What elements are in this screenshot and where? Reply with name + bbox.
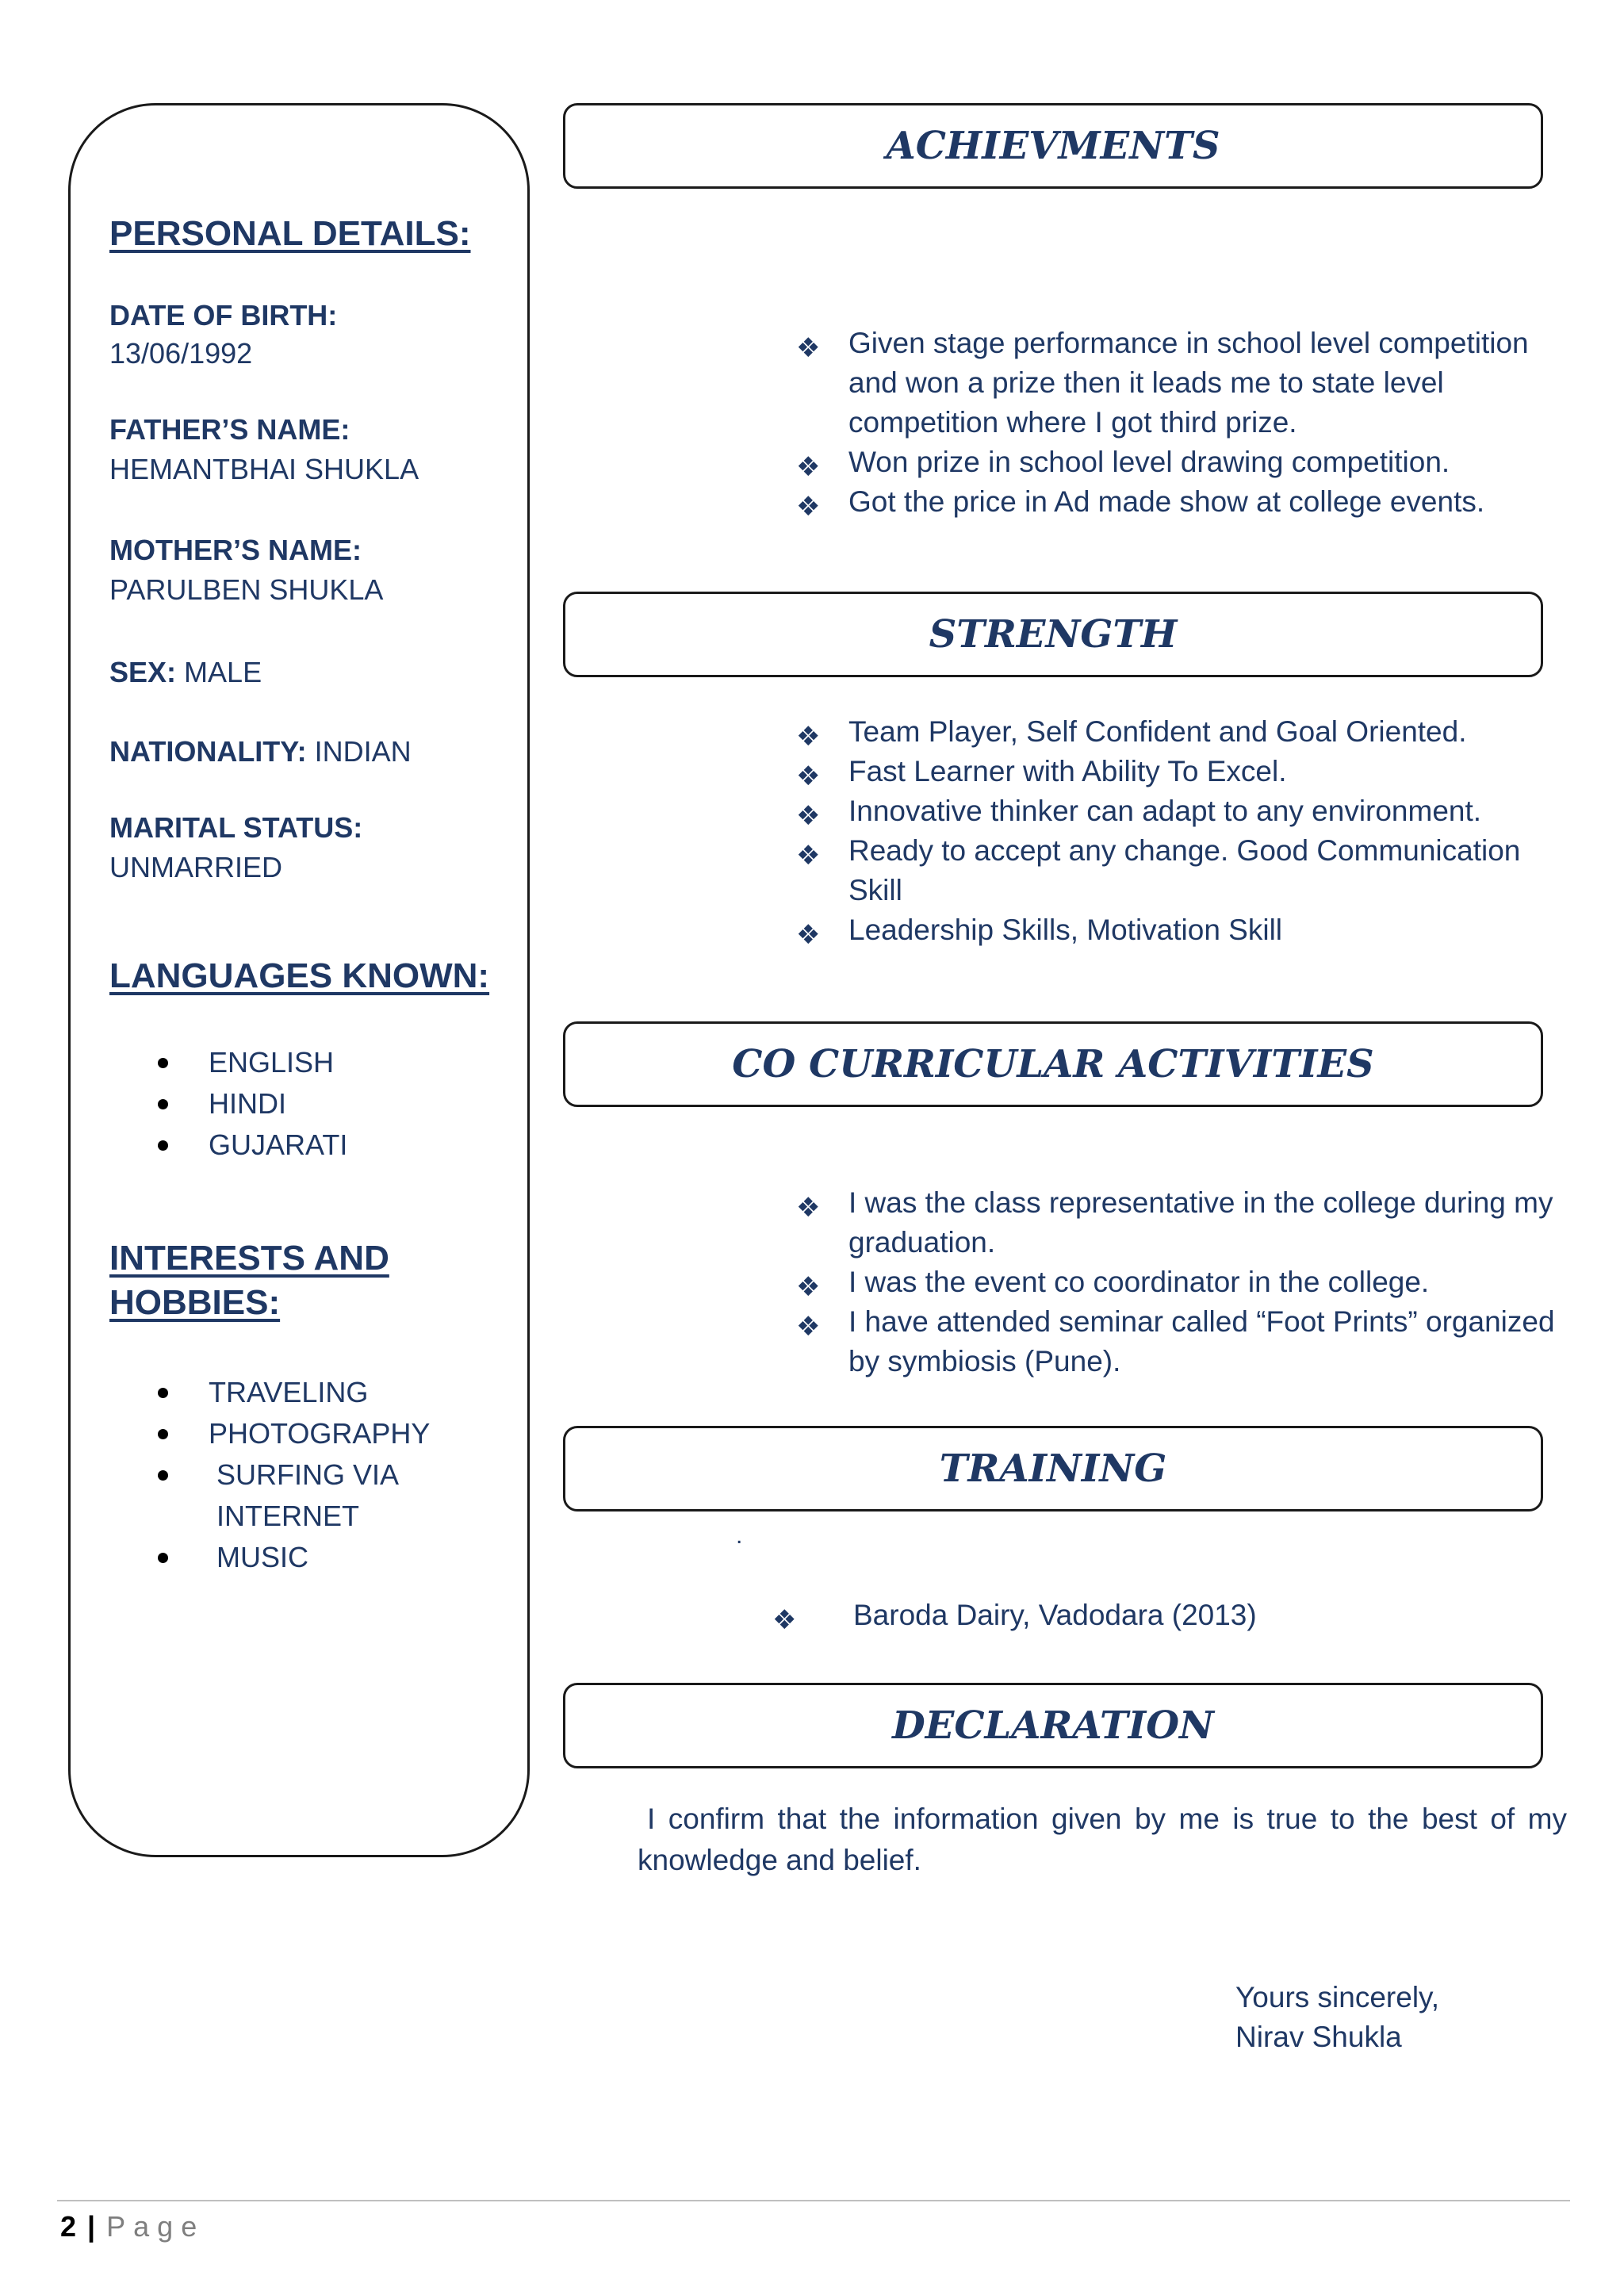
dob-label: DATE OF BIRTH: — [109, 299, 338, 331]
list-item: ❖ Fast Learner with Ability To Excel. — [796, 752, 1546, 791]
declaration-header-box — [563, 1683, 1543, 1768]
hobbies-list — [155, 1372, 430, 1578]
page-separator: | — [87, 2210, 96, 2243]
training-title: TRAINING — [939, 1446, 1167, 1491]
diamond-bullet-icon: ❖ — [796, 492, 821, 522]
list-item: ❖ Innovative thinker can adapt to any environment. — [796, 791, 1546, 831]
nationality-row — [109, 733, 412, 771]
bullet-icon — [158, 1429, 168, 1439]
diamond-bullet-icon: ❖ — [772, 1605, 797, 1635]
mother-name-label: MOTHER’S NAME: — [109, 534, 362, 566]
languages-list — [155, 1042, 347, 1166]
list-item: ❖ I was the class representative in the college during my graduation. — [796, 1186, 1553, 1259]
page-word: Page — [106, 2210, 205, 2243]
bullet-icon — [158, 1099, 168, 1109]
list-item: ❖ Won prize in school level drawing competition. — [796, 443, 1557, 482]
list-item: ❖ Ready to accept any change. Good Communication Skill — [796, 834, 1521, 906]
father-name-value: HEMANTBHAI SHUKLA — [109, 453, 419, 485]
diamond-bullet-icon: ❖ — [796, 452, 821, 482]
interests-heading-line2: HOBBIES: — [109, 1283, 281, 1322]
page-number: 2 — [60, 2210, 77, 2243]
diamond-bullet-icon: ❖ — [796, 1193, 821, 1223]
sex-row — [109, 653, 262, 692]
diamond-bullet-icon: ❖ — [796, 801, 821, 831]
list-item: ENGLISH — [155, 1042, 347, 1083]
training-header-box — [563, 1426, 1543, 1511]
dob-value: 13/06/1992 — [109, 337, 253, 370]
diamond-bullet-icon: ❖ — [796, 841, 821, 871]
training-list — [772, 1596, 1486, 1635]
list-item: ❖ Got the price in Ad made show at college events. — [796, 482, 1557, 522]
bullet-icon — [158, 1058, 168, 1068]
declaration-text: I confirm that the information given by me is true to the best of my knowledge and belief. — [638, 1803, 1567, 1876]
sex-label: SEX: — [109, 656, 177, 688]
cocurricular-list — [796, 1183, 1573, 1381]
personal-details-heading: PERSONAL DETAILS: — [109, 214, 471, 253]
list-item: ❖ Given stage performance in school level competition and won a prize then it leads me to state level competition where I got third prize. — [796, 327, 1529, 439]
list-item: INTERNET — [216, 1500, 359, 1532]
interests-heading-line1: INTERESTS AND — [109, 1239, 389, 1278]
nationality-value: INDIAN — [314, 735, 412, 768]
cocurricular-title: CO CURRICULAR ACTIVITIES — [732, 1042, 1374, 1086]
father-name-label: FATHER’S NAME: — [109, 413, 350, 446]
list-item: ❖ Team Player, Self Confident and Goal Oriented. — [796, 712, 1546, 752]
diamond-bullet-icon: ❖ — [796, 333, 821, 363]
list-item: SURFING VIA — [155, 1454, 430, 1496]
diamond-bullet-icon: ❖ — [796, 1312, 821, 1342]
list-item: ❖ Baroda Dairy, Vadodara (2013) — [772, 1596, 1486, 1635]
diamond-bullet-icon: ❖ — [796, 722, 821, 752]
strength-title: STRENGTH — [929, 612, 1178, 657]
list-item: ❖ Leadership Skills, Motivation Skill — [796, 910, 1546, 950]
list-item: ❖ I have attended seminar called “Foot Prints” organized by symbiosis (Pune). — [796, 1305, 1555, 1377]
cocurricular-header-box — [563, 1021, 1543, 1107]
bullet-icon — [158, 1470, 168, 1481]
list-item: PHOTOGRAPHY — [155, 1413, 430, 1454]
list-item: ❖ I was the event co coordinator in the college. — [796, 1262, 1573, 1302]
list-item: MUSIC — [155, 1537, 430, 1578]
stray-dot: . — [736, 1523, 743, 1549]
list-item: HINDI — [155, 1083, 347, 1125]
achievements-header-box — [563, 103, 1543, 189]
languages-heading: LANGUAGES KNOWN: — [109, 956, 490, 995]
strength-list — [796, 712, 1546, 950]
sex-value: MALE — [184, 656, 262, 688]
footer-divider — [57, 2200, 1570, 2201]
marital-status-label: MARITAL STATUS: — [109, 811, 363, 844]
achievements-title: ACHIEVMENTS — [886, 124, 1220, 168]
marital-status-value: UNMARRIED — [109, 851, 283, 883]
achievements-list — [796, 324, 1557, 522]
list-item: GUJARATI — [155, 1125, 347, 1166]
diamond-bullet-icon: ❖ — [796, 920, 821, 950]
bullet-icon — [158, 1553, 168, 1563]
page-footer — [60, 2208, 205, 2246]
bullet-icon — [158, 1140, 168, 1151]
bullet-icon — [158, 1388, 168, 1398]
diamond-bullet-icon: ❖ — [796, 761, 821, 791]
strength-header-box — [563, 592, 1543, 677]
mother-name-value: PARULBEN SHUKLA — [109, 573, 384, 606]
list-item: TRAVELING — [155, 1372, 430, 1413]
nationality-label: NATIONALITY: — [109, 735, 307, 768]
diamond-bullet-icon: ❖ — [796, 1272, 821, 1302]
signature-name: Nirav Shukla — [1235, 2021, 1402, 2053]
declaration-title: DECLARATION — [892, 1703, 1214, 1748]
closing-salutation: Yours sincerely, — [1235, 1981, 1440, 2013]
